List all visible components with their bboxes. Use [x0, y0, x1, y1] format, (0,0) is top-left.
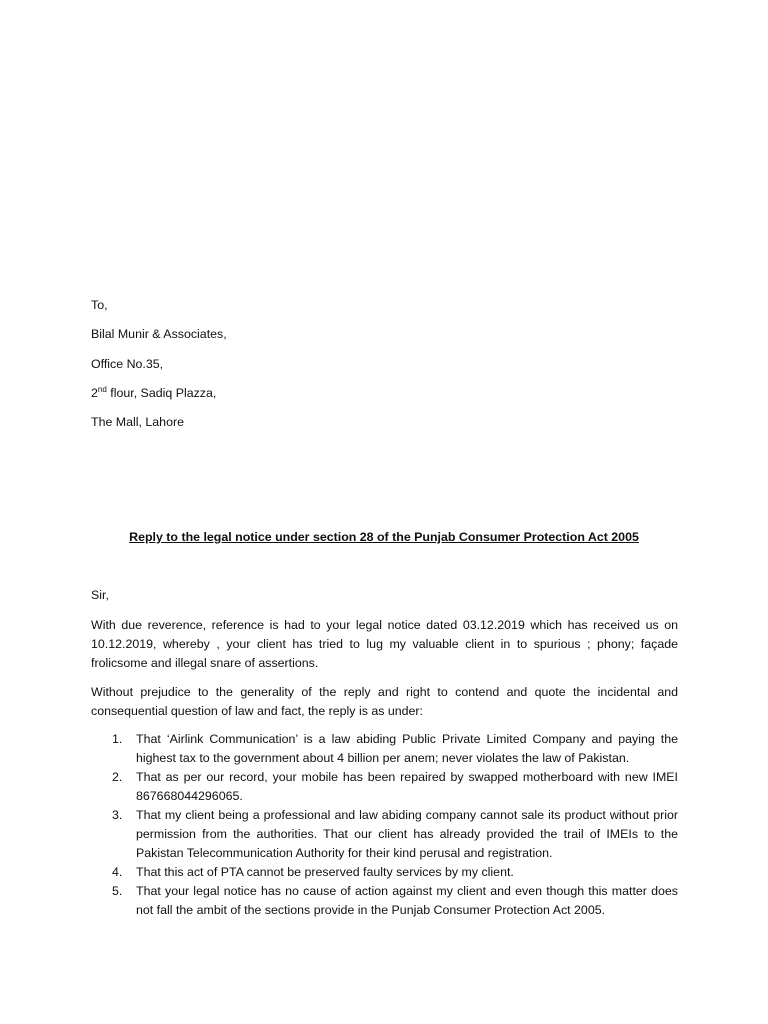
- recipient-city: The Mall, Lahore: [91, 415, 184, 429]
- floor-suffix: nd: [97, 384, 107, 394]
- list-item: [91, 730, 678, 768]
- greeting: Sir,: [91, 588, 109, 602]
- floor-number: 2: [91, 386, 98, 400]
- list-item-text: That ‘Airlink Communication’ is a law abiding Public Private Limited Company and paying the highest tax to the government about 4 billion per anem; never violates the law of Pakistan.: [136, 732, 678, 765]
- list-item-text: That my client being a professional and law abiding company cannot sale its product without prior permission from the authorities. That our client has already provided the trail of IMEIs to the Pakistan Telecommunication Authority for their kind perusal and registration.: [136, 808, 678, 860]
- list-item-number: 5.: [112, 884, 123, 898]
- recipient-floor: [91, 385, 216, 401]
- reply-points-list: [91, 730, 678, 920]
- recipient-office: Office No.35,: [91, 357, 164, 371]
- list-item-number: 1.: [112, 732, 123, 746]
- floor-rest: flour, Sadiq Plazza,: [106, 386, 217, 400]
- subject-heading: Reply to the legal notice under section 28 of the Punjab Consumer Protection Act 2005: [129, 530, 639, 544]
- list-item-text: That as per our record, your mobile has been repaired by swapped motherboard with new IMEI 867668044296065.: [136, 770, 678, 803]
- list-item-text: That your legal notice has no cause of action against my client and even though this matter does not fall the ambit of the sections provide in the Punjab Consumer Protection Act 2005.: [136, 884, 678, 917]
- list-item-number: 4.: [112, 865, 123, 879]
- list-item-number: 2.: [112, 770, 123, 784]
- list-item: [91, 882, 678, 920]
- list-item: [91, 768, 678, 806]
- list-item: [91, 863, 678, 882]
- paragraph-without-prejudice: Without prejudice to the generality of the reply and right to contend and quote the incidental and consequential question of law and fact, the reply is as under:: [91, 685, 678, 718]
- list-item-number: 3.: [112, 808, 123, 822]
- recipient-to: To,: [91, 298, 108, 312]
- recipient-name: Bilal Munir & Associates,: [91, 327, 227, 341]
- list-item-text: That this act of PTA cannot be preserved faulty services by my client.: [136, 865, 514, 879]
- paragraph-reference: With due reverence, reference is had to your legal notice dated 03.12.2019 which has received us on 10.12.2019, whereby , your client has tried to lug my valuable client in to spurious ; phony; façade frolicsome and illegal snare of assertions.: [91, 618, 678, 670]
- list-item: [91, 806, 678, 863]
